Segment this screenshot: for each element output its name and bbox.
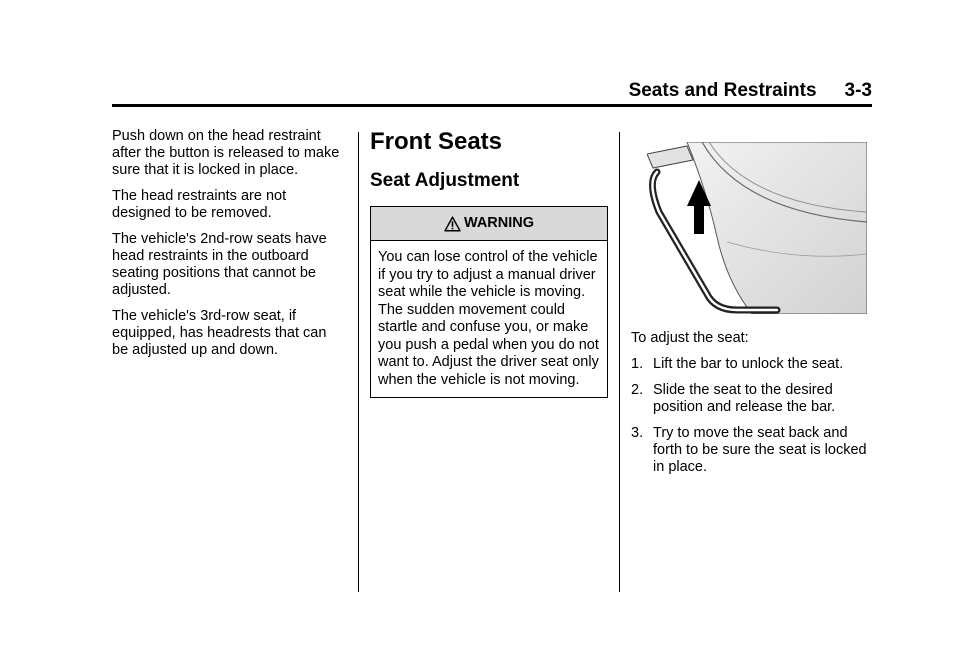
step-text: Lift the bar to unlock the seat. [653, 356, 844, 372]
middle-column [370, 128, 610, 398]
header-rule [112, 104, 872, 107]
section-title: Seats and Restraints [628, 80, 817, 101]
step-number: 2. [631, 382, 644, 398]
page-header [520, 80, 872, 102]
warning-box [370, 206, 608, 398]
step-text: Try to move the seat back and forth to be sure the seat is locked in place. [653, 425, 867, 475]
column-divider-right [619, 132, 620, 592]
list-item [631, 356, 873, 373]
warning-title: WARNING [463, 215, 535, 231]
steps-intro: To adjust the seat: [631, 330, 749, 346]
warning-body: You can lose control of the vehicle if you try to adjust a manual driver seat while the vehicle is moving. The sudden movement could startle and confuse you, or make you push a pedal when you do not want to. Adjust the driver seat only when the vehicle is not moving. [378, 249, 599, 388]
right-column [631, 128, 873, 485]
steps-list [631, 356, 873, 476]
list-item [631, 425, 873, 476]
paragraph: Push down on the head restraint after the button is released to make sure that it is locked in place. [112, 128, 340, 178]
column-divider-left [358, 132, 359, 592]
seat-adjust-bar-illustration [647, 142, 867, 314]
left-column [112, 128, 344, 368]
subsection-heading: Seat Adjustment [370, 170, 520, 191]
warning-triangle-icon [444, 216, 461, 232]
paragraph: The vehicle's 3rd-row seat, if equipped, has headrests that can be adjusted up and down. [112, 308, 327, 358]
page-number: 3-3 [844, 80, 872, 101]
step-number: 3. [631, 425, 644, 441]
step-number: 1. [631, 356, 644, 372]
list-item [631, 382, 873, 416]
warning-header [371, 207, 607, 241]
section-heading: Front Seats [370, 128, 503, 155]
step-text: Slide the seat to the desired position and release the bar. [653, 382, 836, 415]
paragraph: The head restraints are not designed to be removed. [112, 188, 287, 221]
paragraph: The vehicle's 2nd-row seats have head restraints in the outboard seating positions that cannot be adjusted. [112, 231, 327, 298]
